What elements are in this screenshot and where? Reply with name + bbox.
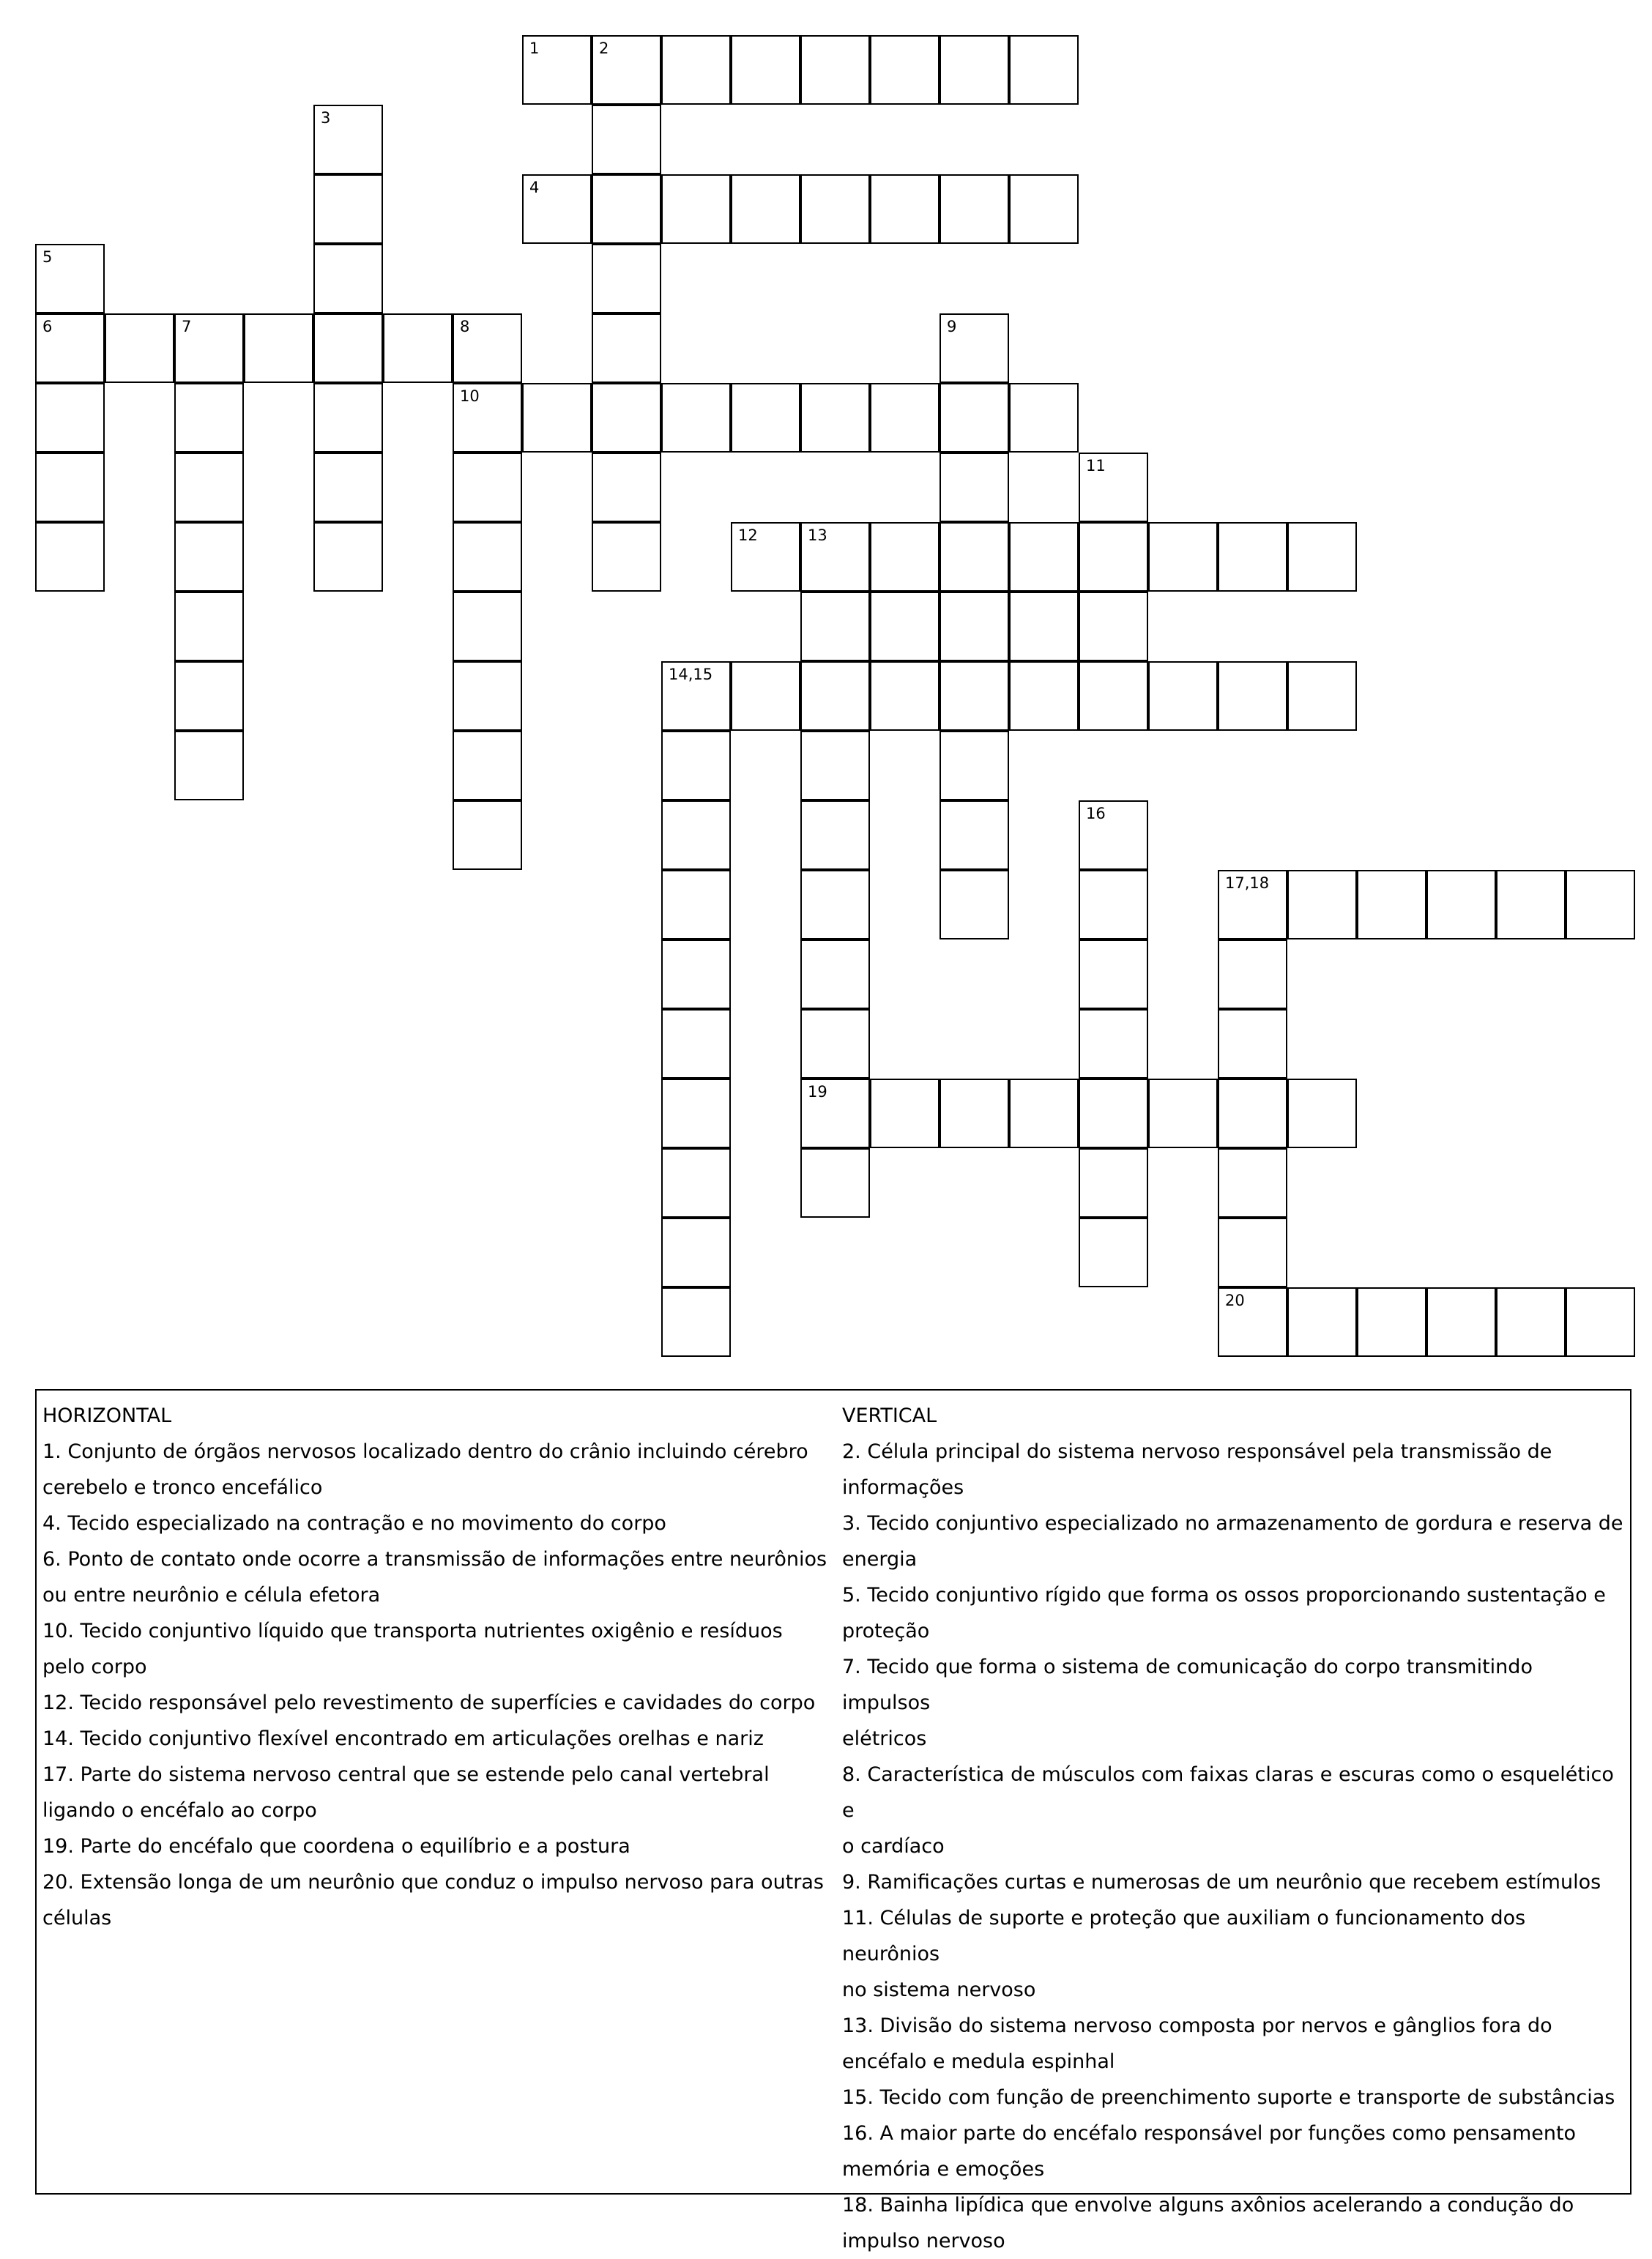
crossword-cell[interactable] xyxy=(870,383,940,453)
horizontal-heading: HORIZONTAL xyxy=(42,1404,172,1427)
crossword-cell[interactable] xyxy=(1079,522,1148,592)
crossword-cell[interactable] xyxy=(1287,522,1357,592)
horizontal-clue: 19. Parte do encéfalo que coordena o equilíbrio e a postura xyxy=(42,1835,630,1858)
vertical-clue: 3. Tecido conjuntivo especializado no armazenamento de gordura e reserva de xyxy=(842,1512,1623,1535)
crossword-cell[interactable] xyxy=(1079,1009,1148,1079)
crossword-cell[interactable] xyxy=(1009,592,1079,661)
vertical-clue: memória e emoções xyxy=(842,2158,1045,2181)
vertical-clues xyxy=(842,1398,1626,2259)
crossword-cell[interactable] xyxy=(592,35,661,105)
crossword-cell[interactable] xyxy=(174,731,244,800)
crossword-cell[interactable] xyxy=(1079,592,1148,661)
crossword-cell[interactable] xyxy=(800,870,870,939)
crossword-cell[interactable] xyxy=(1009,1079,1079,1148)
crossword-cell[interactable] xyxy=(592,313,661,383)
crossword-cell[interactable] xyxy=(1079,1079,1148,1148)
horizontal-clue: 6. Ponto de contato onde ocorre a transmissão de informações entre neurônios xyxy=(42,1548,827,1571)
horizontal-clue: 4. Tecido especializado na contração e no movimento do corpo xyxy=(42,1512,666,1535)
crossword-cell[interactable] xyxy=(1009,174,1079,244)
vertical-clue: informações xyxy=(842,1476,964,1499)
clue-number: 12 xyxy=(738,526,758,544)
clue-number: 11 xyxy=(1086,457,1106,474)
clue-number: 2 xyxy=(599,40,609,57)
crossword-cell[interactable] xyxy=(522,383,592,453)
crossword-cell[interactable] xyxy=(105,313,174,383)
crossword-cell[interactable] xyxy=(940,522,1009,592)
crossword-cell[interactable] xyxy=(313,244,383,313)
crossword-cell[interactable] xyxy=(1218,522,1287,592)
crossword-cell[interactable] xyxy=(800,1148,870,1218)
crossword-cell[interactable] xyxy=(592,383,661,453)
crossword-cell[interactable] xyxy=(453,313,522,383)
vertical-clue: energia xyxy=(842,1548,918,1571)
crossword-cell[interactable] xyxy=(1218,939,1287,1009)
clue-number: 14,15 xyxy=(669,666,713,683)
crossword-cell[interactable] xyxy=(800,174,870,244)
crossword-cell[interactable] xyxy=(1566,1287,1635,1357)
crossword-cell[interactable] xyxy=(661,383,731,453)
crossword-cell[interactable] xyxy=(731,383,800,453)
crossword-cell[interactable] xyxy=(453,522,522,592)
crossword-cell[interactable] xyxy=(1148,661,1218,731)
crossword-cell[interactable] xyxy=(383,313,453,383)
crossword-cell[interactable] xyxy=(1009,522,1079,592)
crossword-cell[interactable] xyxy=(453,800,522,870)
crossword-cell[interactable] xyxy=(1496,1287,1566,1357)
crossword-cell[interactable] xyxy=(1079,1218,1148,1287)
crossword-cell[interactable] xyxy=(35,313,105,383)
crossword-cell[interactable] xyxy=(800,592,870,661)
horizontal-clue: 17. Parte do sistema nervoso central que se estende pelo canal vertebral xyxy=(42,1763,770,1786)
horizontal-clue: cerebelo e tronco encefálico xyxy=(42,1476,323,1499)
crossword-cell[interactable] xyxy=(661,35,731,105)
crossword-cell[interactable] xyxy=(1218,870,1287,939)
crossword-cell[interactable] xyxy=(1287,1287,1357,1357)
crossword-cell[interactable] xyxy=(1287,661,1357,731)
clue-number: 5 xyxy=(42,248,53,266)
crossword-cell[interactable] xyxy=(1079,661,1148,731)
crossword-cell[interactable] xyxy=(174,592,244,661)
crossword-cell[interactable] xyxy=(870,1079,940,1148)
clue-number: 3 xyxy=(321,109,331,127)
crossword-cell[interactable] xyxy=(661,1079,731,1148)
clue-number: 1 xyxy=(529,40,540,57)
crossword-cell[interactable] xyxy=(940,35,1009,105)
horizontal-clue: 12. Tecido responsável pelo revestimento de superfícies e cavidades do corpo xyxy=(42,1692,816,1714)
crossword-cell[interactable] xyxy=(592,105,661,174)
clue-number: 7 xyxy=(182,318,192,335)
crossword-cell[interactable] xyxy=(592,522,661,592)
crossword-cell[interactable] xyxy=(661,939,731,1009)
vertical-clue: 9. Ramificações curtas e numerosas de um neurônio que recebem estímulos xyxy=(842,1871,1601,1894)
crossword-cell[interactable] xyxy=(1079,453,1148,522)
crossword-cell[interactable] xyxy=(174,453,244,522)
crossword-cell[interactable] xyxy=(800,522,870,592)
clue-number: 17,18 xyxy=(1225,874,1270,892)
crossword-cell[interactable] xyxy=(800,939,870,1009)
crossword-cell[interactable] xyxy=(940,313,1009,383)
crossword-cell[interactable] xyxy=(313,522,383,592)
vertical-clue: 13. Divisão do sistema nervoso composta por nervos e gânglios fora do xyxy=(842,2014,1552,2037)
crossword-cell[interactable] xyxy=(592,453,661,522)
crossword-cell[interactable] xyxy=(174,522,244,592)
crossword-cell[interactable] xyxy=(1079,939,1148,1009)
crossword-cell[interactable] xyxy=(661,1148,731,1218)
vertical-clue: 15. Tecido com função de preenchimento suporte e transporte de substâncias xyxy=(842,2086,1615,2109)
crossword-cell[interactable] xyxy=(1009,661,1079,731)
crossword-cell[interactable] xyxy=(731,661,800,731)
horizontal-clue: ligando o encéfalo ao corpo xyxy=(42,1799,317,1822)
crossword-cell[interactable] xyxy=(870,661,940,731)
clue-number: 20 xyxy=(1225,1292,1245,1309)
crossword-cell[interactable] xyxy=(174,383,244,453)
clue-number: 6 xyxy=(42,318,53,335)
crossword-cell[interactable] xyxy=(35,522,105,592)
clue-number: 9 xyxy=(947,318,957,335)
crossword-cell[interactable] xyxy=(1148,1079,1218,1148)
crossword-cell[interactable] xyxy=(661,731,731,800)
crossword-cell[interactable] xyxy=(35,244,105,313)
crossword-cell[interactable] xyxy=(940,1079,1009,1148)
crossword-cell[interactable] xyxy=(1009,35,1079,105)
crossword-cell[interactable] xyxy=(1079,1148,1148,1218)
crossword-cell[interactable] xyxy=(1148,522,1218,592)
crossword-cell[interactable] xyxy=(453,731,522,800)
crossword-cell[interactable] xyxy=(1218,1079,1287,1148)
crossword-cell[interactable] xyxy=(800,800,870,870)
crossword-cell[interactable] xyxy=(1566,870,1635,939)
horizontal-clue: pelo corpo xyxy=(42,1656,147,1678)
vertical-clue: o cardíaco xyxy=(842,1835,945,1858)
vertical-clue: elétricos xyxy=(842,1727,927,1750)
crossword-cell[interactable] xyxy=(800,383,870,453)
crossword-cell[interactable] xyxy=(313,453,383,522)
vertical-clue: 5. Tecido conjuntivo rígido que forma os ossos proporcionando sustentação e xyxy=(842,1584,1606,1607)
crossword-cell[interactable] xyxy=(661,870,731,939)
crossword-cell[interactable] xyxy=(940,383,1009,453)
vertical-clue: encéfalo e medula espinhal xyxy=(842,2050,1115,2073)
crossword-cell[interactable] xyxy=(870,592,940,661)
vertical-clue: 16. A maior parte do encéfalo responsável por funções como pensamento xyxy=(842,2122,1577,2145)
crossword-cell[interactable] xyxy=(1287,870,1357,939)
crossword-cell[interactable] xyxy=(661,174,731,244)
crossword-cell[interactable] xyxy=(453,453,522,522)
crossword-cell[interactable] xyxy=(592,244,661,313)
crossword-cell[interactable] xyxy=(522,35,592,105)
vertical-heading: VERTICAL xyxy=(842,1404,937,1427)
crossword-cell[interactable] xyxy=(661,800,731,870)
crossword-cell[interactable] xyxy=(940,870,1009,939)
crossword-cell[interactable] xyxy=(1218,1148,1287,1218)
crossword-cell[interactable] xyxy=(1357,870,1426,939)
clue-number: 4 xyxy=(529,179,540,196)
crossword-cell[interactable] xyxy=(453,592,522,661)
crossword-cell[interactable] xyxy=(661,661,731,731)
crossword-cell[interactable] xyxy=(731,35,800,105)
crossword-cell[interactable] xyxy=(1218,1287,1287,1357)
crossword-cell[interactable] xyxy=(1079,870,1148,939)
crossword-cell[interactable] xyxy=(870,174,940,244)
crossword-cell[interactable] xyxy=(940,174,1009,244)
crossword-cell[interactable] xyxy=(35,453,105,522)
crossword-cell[interactable] xyxy=(940,453,1009,522)
crossword-cell[interactable] xyxy=(313,105,383,174)
vertical-clue: 18. Bainha lipídica que envolve alguns axônios acelerando a condução do xyxy=(842,2194,1574,2217)
clue-number: 13 xyxy=(808,526,827,544)
vertical-clue: 7. Tecido que forma o sistema de comunicação do corpo transmitindo impulsos xyxy=(842,1656,1533,1714)
crossword-cell[interactable] xyxy=(244,313,313,383)
crossword-cell[interactable] xyxy=(1426,870,1496,939)
crossword-cell[interactable] xyxy=(800,731,870,800)
clue-number: 8 xyxy=(460,318,470,335)
crossword-cell[interactable] xyxy=(870,522,940,592)
crossword-cell[interactable] xyxy=(1426,1287,1496,1357)
horizontal-clue: 10. Tecido conjuntivo líquido que transporta nutrientes oxigênio e resíduos xyxy=(42,1620,783,1642)
crossword-cell[interactable] xyxy=(800,1079,870,1148)
vertical-clue: 11. Células de suporte e proteção que auxiliam o funcionamento dos neurônios xyxy=(842,1907,1526,1965)
crossword-cell[interactable] xyxy=(174,313,244,383)
horizontal-clue: ou entre neurônio e célula efetora xyxy=(42,1584,381,1607)
crossword-cell[interactable] xyxy=(453,383,522,453)
crossword-cell[interactable] xyxy=(1079,800,1148,870)
crossword-cell[interactable] xyxy=(1009,383,1079,453)
crossword-cell[interactable] xyxy=(940,731,1009,800)
horizontal-clues xyxy=(42,1398,833,1936)
vertical-clue: impulso nervoso xyxy=(842,2230,1005,2252)
horizontal-clue: 1. Conjunto de órgãos nervosos localizado dentro do crânio incluindo cérebro xyxy=(42,1440,808,1463)
crossword-cell[interactable] xyxy=(1218,1218,1287,1287)
crossword-cell[interactable] xyxy=(313,313,383,383)
crossword-cell[interactable] xyxy=(313,383,383,453)
clue-number: 19 xyxy=(808,1083,827,1101)
crossword-cell[interactable] xyxy=(35,383,105,453)
crossword-cell[interactable] xyxy=(661,1009,731,1079)
crossword-cell[interactable] xyxy=(1357,1287,1426,1357)
crossword-cell[interactable] xyxy=(313,174,383,244)
crossword-cell[interactable] xyxy=(661,1218,731,1287)
clue-number: 16 xyxy=(1086,805,1106,822)
crossword-cell[interactable] xyxy=(940,800,1009,870)
crossword-cell[interactable] xyxy=(661,1287,731,1357)
crossword-cell[interactable] xyxy=(731,174,800,244)
crossword-cell[interactable] xyxy=(731,522,800,592)
horizontal-clue: 14. Tecido conjuntivo flexível encontrado em articulações orelhas e nariz xyxy=(42,1727,764,1750)
crossword-cell[interactable] xyxy=(592,174,661,244)
crossword-cell[interactable] xyxy=(1218,661,1287,731)
crossword-cell[interactable] xyxy=(453,661,522,731)
clue-number: 10 xyxy=(460,387,480,405)
crossword-cell[interactable] xyxy=(1218,1009,1287,1079)
crossword-cell[interactable] xyxy=(800,1009,870,1079)
vertical-clue: proteção xyxy=(842,1620,930,1642)
crossword-cell[interactable] xyxy=(522,174,592,244)
crossword-cell[interactable] xyxy=(800,35,870,105)
crossword-cell[interactable] xyxy=(870,35,940,105)
crossword-cell[interactable] xyxy=(940,592,1009,661)
vertical-clue: no sistema nervoso xyxy=(842,1979,1036,2001)
crossword-cell[interactable] xyxy=(1287,1079,1357,1148)
crossword-cell[interactable] xyxy=(940,661,1009,731)
clues-panel xyxy=(35,1389,1631,2252)
crossword-cell[interactable] xyxy=(800,661,870,731)
crossword-cell[interactable] xyxy=(1496,870,1566,939)
vertical-clue: 8. Característica de músculos com faixas claras e escuras como o esquelético e xyxy=(842,1763,1614,1822)
horizontal-clue: 20. Extensão longa de um neurônio que conduz o impulso nervoso para outras xyxy=(42,1871,824,1894)
crossword-cell[interactable] xyxy=(174,661,244,731)
vertical-clue: 2. Célula principal do sistema nervoso responsável pela transmissão de xyxy=(842,1440,1552,1463)
horizontal-clue: células xyxy=(42,1907,112,1929)
